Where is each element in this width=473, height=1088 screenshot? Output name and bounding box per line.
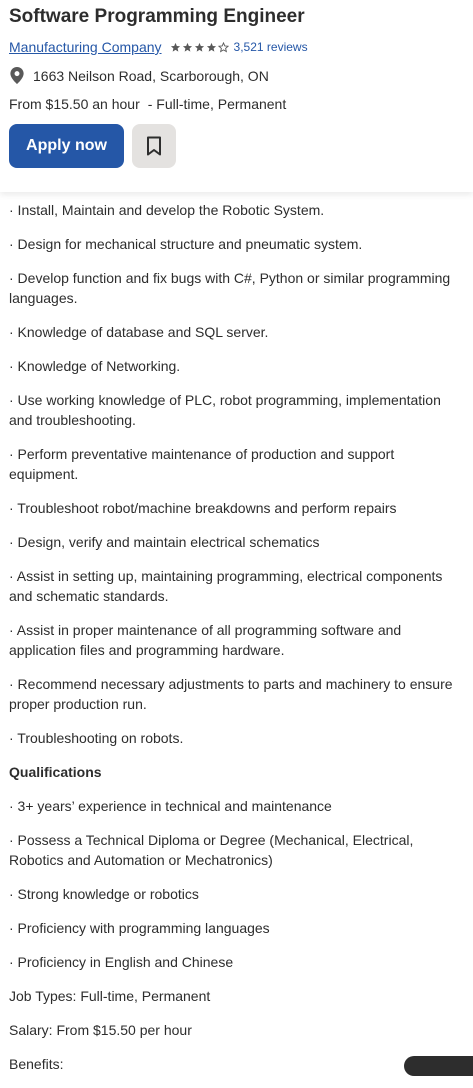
star-icon (170, 42, 181, 53)
qualification-item: · Proficiency with programming languages (9, 920, 270, 936)
salary-detail-text: Salary: From $15.50 per hour (9, 1022, 192, 1038)
duty-item: · Perform preventative maintenance of production and support equipment. (9, 446, 395, 482)
star-icon (194, 42, 205, 53)
duty-item: · Develop function and fix bugs with C#, Python or similar programming languages. (9, 270, 451, 306)
reviews-link[interactable]: 3,521 reviews (233, 40, 308, 54)
job-types-text: Job Types: Full-time, Permanent (9, 988, 211, 1004)
company-row (9, 39, 308, 55)
qualification-item: · Strong knowledge or robotics (9, 886, 199, 902)
duty-item: · Assist in setting up, maintaining programming, electrical components and schematic standards. (9, 568, 443, 604)
duty-item: · Knowledge of database and SQL server. (9, 324, 269, 340)
star-icon (182, 42, 193, 53)
qualification-item: · Proficiency in English and Chinese (9, 954, 234, 970)
qualifications-heading: Qualifications (9, 764, 102, 780)
job-title: Software Programming Engineer (9, 6, 305, 27)
benefits-heading: Benefits: (9, 1056, 64, 1072)
rating-stars (170, 42, 229, 53)
qualification-item: · 3+ years’ experience in technical and maintenance (9, 798, 332, 814)
star-icon (206, 42, 217, 53)
star-outline-icon (218, 42, 229, 53)
bookmark-icon (146, 136, 162, 156)
duty-item: · Troubleshooting on robots. (9, 730, 184, 746)
map-pin-icon (10, 67, 24, 84)
save-job-button[interactable] (132, 124, 176, 168)
job-location: 1663 Neilson Road, Scarborough, ON (33, 67, 269, 84)
location-row (10, 67, 269, 84)
duty-item: · Use working knowledge of PLC, robot programming, implementation and troubleshooting. (9, 392, 441, 428)
apply-now-button[interactable]: Apply now (9, 124, 124, 168)
floating-action-chip[interactable] (404, 1056, 473, 1076)
duty-item: · Recommend necessary adjustments to parts and machinery to ensure proper production run. (9, 676, 453, 712)
company-link[interactable]: Manufacturing Company (9, 39, 162, 55)
duty-item: · Troubleshoot robot/machine breakdowns and perform repairs (9, 500, 397, 516)
job-header (0, 0, 473, 192)
job-description (9, 200, 467, 1088)
qualification-item: · Possess a Technical Diploma or Degree (Mechanical, Electrical, Robotics and Automation or Mechatronics) (9, 832, 414, 868)
duty-item: · Assist in proper maintenance of all programming software and application files and programming hardware. (9, 622, 402, 658)
job-type-text: - Full-time, Permanent (147, 96, 287, 112)
salary-row (9, 96, 286, 112)
salary-text: From $15.50 an hour (9, 96, 140, 112)
duty-item: · Design for mechanical structure and pneumatic system. (9, 236, 363, 252)
duty-item: · Knowledge of Networking. (9, 358, 181, 374)
duty-item: · Design, verify and maintain electrical schematics (9, 534, 320, 550)
duty-item: · Install, Maintain and develop the Robotic System. (9, 202, 325, 218)
